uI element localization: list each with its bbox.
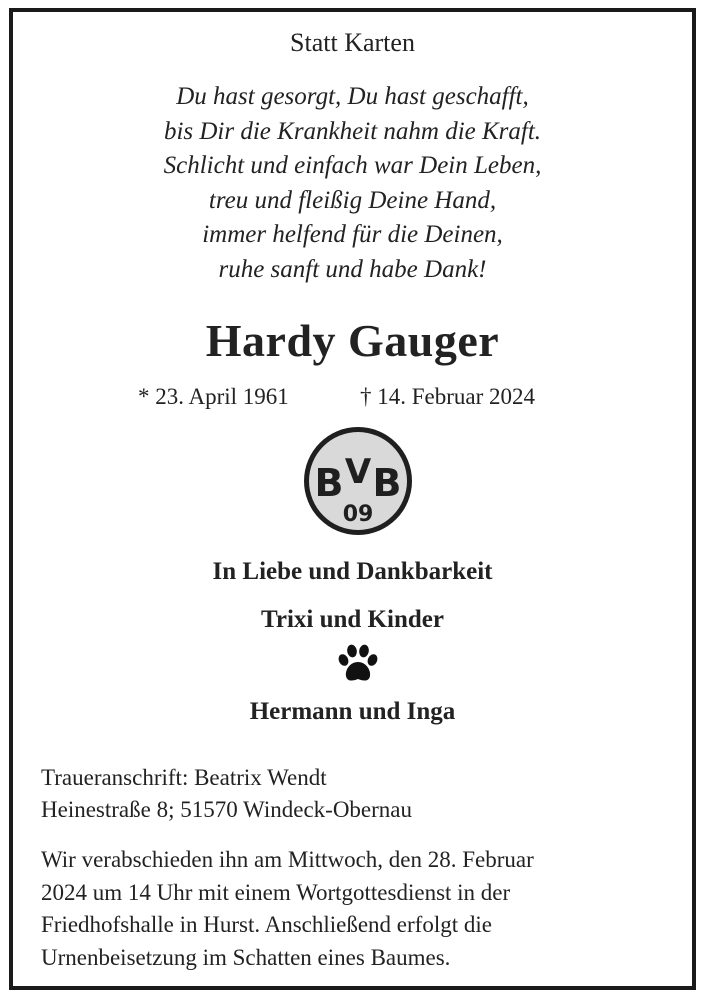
funeral-info xyxy=(41,844,534,974)
poem-line: treu und fleißig Deine Hand, xyxy=(208,186,497,214)
address-line: Traueranschrift: Beatrix Wendt xyxy=(41,765,327,790)
info-line: Wir verabschieden ihn am Mittwoch, den 28. Februar xyxy=(41,847,534,872)
poem-line: immer helfend für die Deinen, xyxy=(202,221,503,248)
obituary-frame xyxy=(9,8,696,990)
mourner-names: Trixi und Kinder xyxy=(261,606,444,633)
poem xyxy=(13,80,692,287)
poem-line: bis Dir die Krankheit nahm die Kraft. xyxy=(163,117,542,145)
logo-letter: B xyxy=(372,461,402,505)
death-date: † 14. Februar 2024 xyxy=(360,384,536,409)
info-line: Friedhofshalle in Hurst. Anschließend erfolgt die xyxy=(41,912,492,937)
dedication-line: In Liebe und Dankbarkeit xyxy=(212,558,493,585)
logo-letter: B xyxy=(314,461,344,505)
poem-line: Du hast gesorgt, Du hast geschafft, xyxy=(176,83,529,110)
mourner-names: Hermann und Inga xyxy=(249,698,456,725)
paw-icon xyxy=(337,643,379,685)
info-line: Urnenbeisetzung im Schatten eines Baumes. xyxy=(41,944,451,970)
birth-date: * 23. April 1961 xyxy=(138,384,289,409)
bvb-09-logo-icon xyxy=(302,425,414,537)
deceased-name: Hardy Gauger xyxy=(205,315,500,366)
logo-letter: V xyxy=(344,452,372,492)
address-line: Heinestraße 8; 51570 Windeck-Obernau xyxy=(41,797,412,822)
poem-line: Schlicht und einfach war Dein Leben, xyxy=(163,152,542,179)
poem-line: ruhe sanft und habe Dank! xyxy=(218,255,487,283)
info-line: 2024 um 14 Uhr mit einem Wortgottesdienst in der xyxy=(41,879,511,905)
mourning-address xyxy=(41,762,412,826)
logo-number: 09 xyxy=(342,502,374,527)
heading: Statt Karten xyxy=(290,28,415,57)
